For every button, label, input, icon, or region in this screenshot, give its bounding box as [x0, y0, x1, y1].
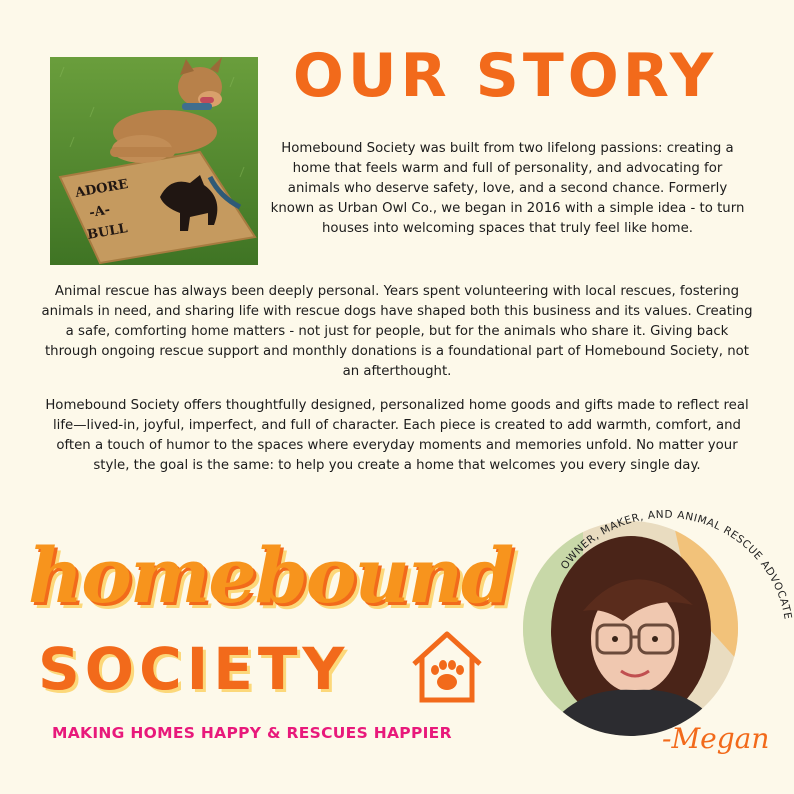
- page-title: OUR STORY: [292, 41, 718, 111]
- products-paragraph: Homebound Society offers thoughtfully designed, personalized home goods and gifts made to reflect real life—lived-in, joyful, imperfect, and full of character. Each piece is created to add warmth, comfort, and often a touch of humor to the spaces where everyday moments and memories unfold. No matter your style, the goal is the same: to help you create a home that welcomes you every single day.: [45, 398, 749, 473]
- doormat-word-1: ADORE: [74, 176, 130, 201]
- doormat-word-3: BULL: [86, 221, 129, 243]
- dog-doormat-photo: [50, 57, 258, 265]
- logo-script-word: homebound: [28, 531, 513, 620]
- svg-text:OWNER, MAKER, AND ANIMAL RESCU: [559, 509, 794, 621]
- house-paw-icon: [408, 628, 486, 706]
- doormat-word-2: -A-: [88, 202, 112, 221]
- intro-paragraph: Homebound Society was built from two lifelong passions: creating a home that feels warm and full of personality, and advocating for animals who deserve safety, love, and a second chance. Formerly known as Urban Owl Co., we began in 2016 with a simple idea - to turn houses into welcoming spaces that truly feel like home.: [270, 141, 745, 236]
- rescue-paragraph: Animal rescue has always been deeply personal. Years spent volunteering with local rescues, fostering animals in need, and sharing life with rescue dogs have shaped both this business and its values. Creating a safe, comforting home matters - not just for people, but for the animals who share it. Giving back through ongoing rescue support and monthly donations is a foundational part of Homebound Society, not an afterthought.: [41, 284, 753, 379]
- logo-society-word: SOCIETY: [38, 635, 350, 703]
- owner-caption: OWNER, MAKER, AND ANIMAL RESCUE ADVOCATE: [558, 508, 794, 621]
- signature: -Megan: [662, 722, 770, 755]
- tagline: MAKING HOMES HAPPY & RESCUES HAPPIER: [52, 724, 452, 742]
